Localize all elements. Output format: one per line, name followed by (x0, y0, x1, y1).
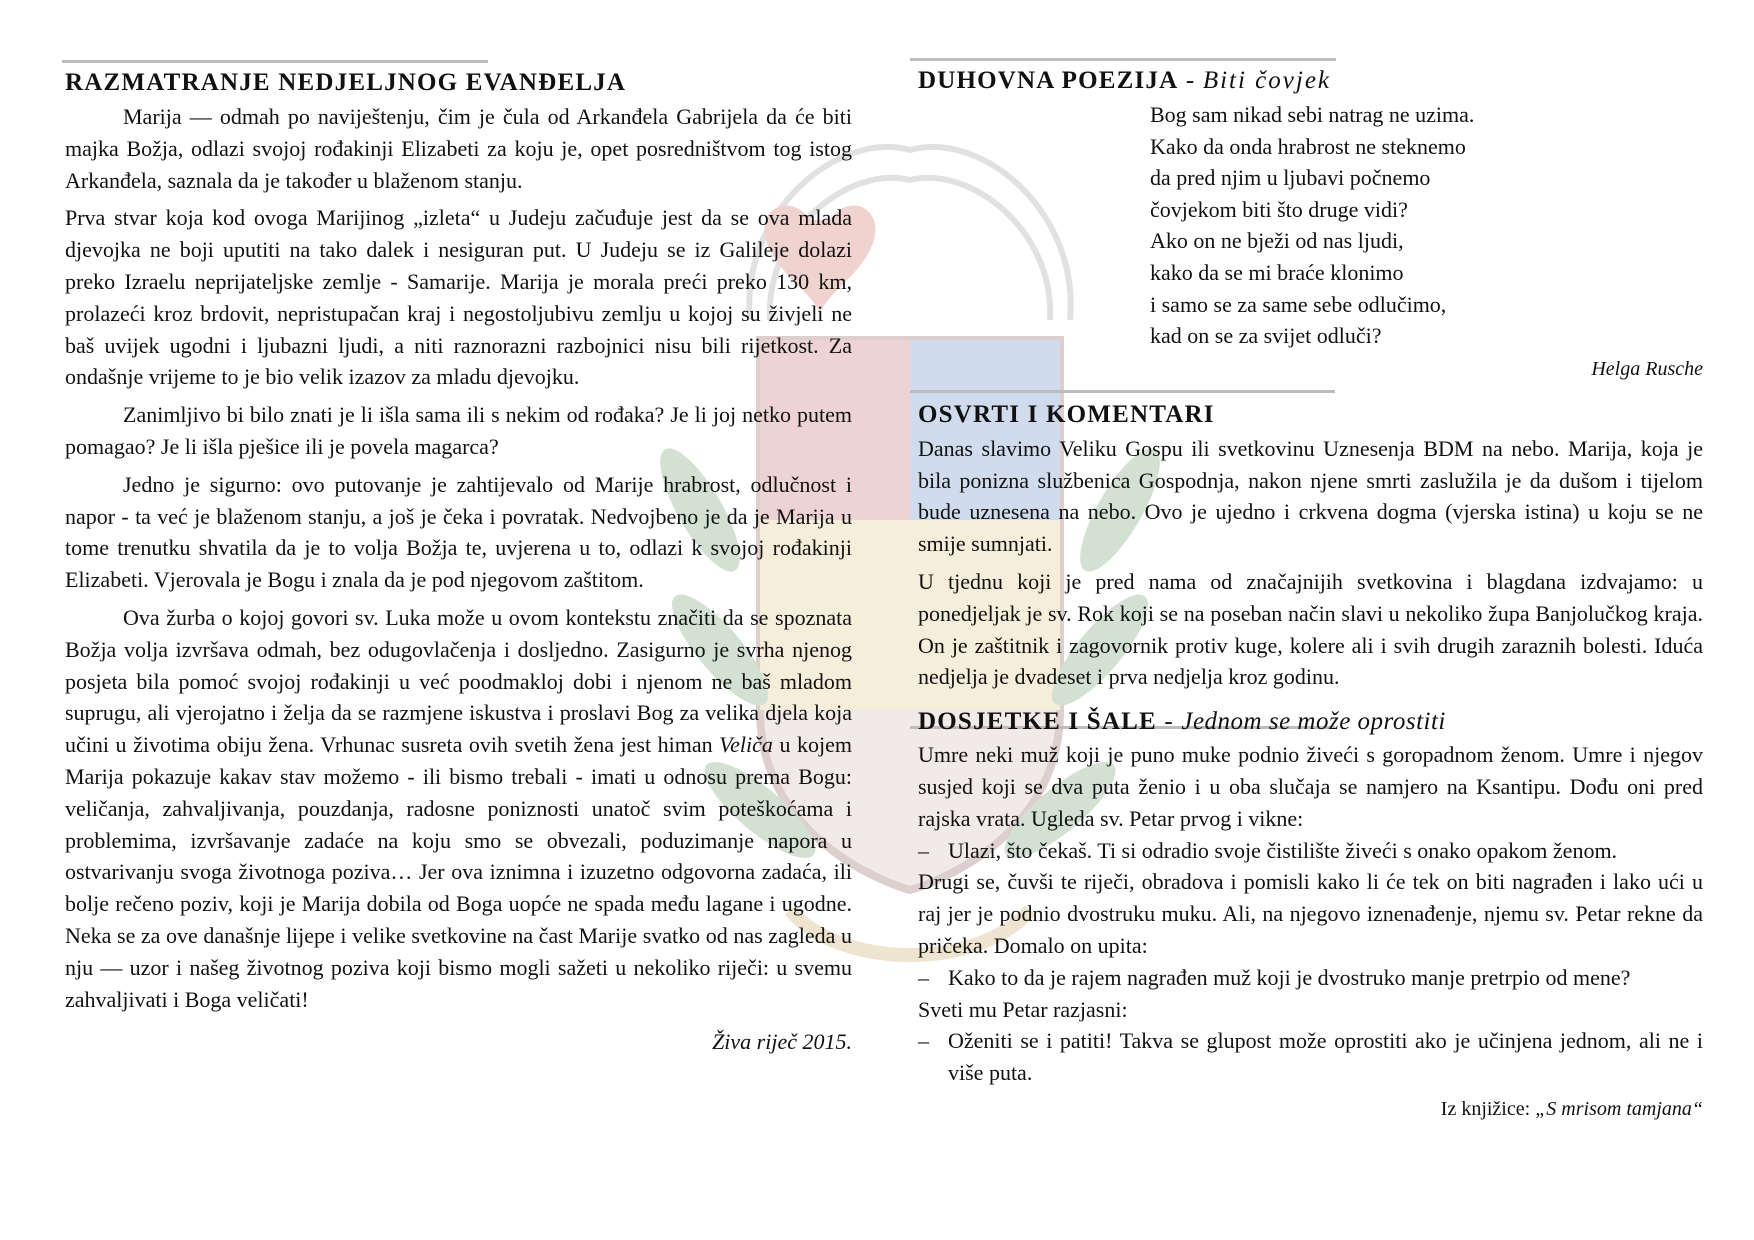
gospel-reflection-heading: RAZMATRANJE NEDJELJNOG EVANĐELJA (65, 69, 627, 96)
poem-line: da pred njim u ljubavi počnemo (1150, 165, 1431, 191)
booklet-source (918, 1095, 1703, 1123)
poem-line: Bog sam nikad sebi natrag ne uzima. (1150, 102, 1475, 127)
dialogue-text: Ulazi, što čekaš. Ti si odradio svoje čistilište živeći s onako opakom ženom. (948, 837, 1618, 863)
text-run: Ova žurba o kojoj govori sv. Luka može u ovom kontekstu značiti da se spoznata Božja volja izvršava odmah, bez odugovlačenja i dosljedno. Zasigurno je svrha njenog posjeta bila pomoć svojoj rođakinji u već poodmakloj dobi i njenom ne baš mladom suprugu, ali vjerojatno i želja da se razmjene iskustva i proslavi Bog za velika djela koja učini u životima obiju žena. Vrhunac susreta ovih svetih žena jest himan (65, 604, 852, 758)
hymn-title: Veliča (719, 732, 773, 758)
paragraph: Marija — odmah po naviještenju, čim je čula od Arkanđela Gabrijela da će biti majka Božja, odlazi svojoj rođakinji Elizabeti za koju je, opet posredništvom tog istog Arkanđela, saznala da je također u blaženom stanju. (65, 104, 852, 193)
poem-title: Biti čovjek (1202, 67, 1332, 94)
heading-separator: - (1178, 67, 1203, 94)
dialogue-text: Oženiti se i patiti! Takva se glupost može oprostiti ako je učinjena jednom, ali ne i više puta. (948, 1028, 1703, 1086)
paragraph: Zanimljivo bi bilo znati je li išla sama ili s nekim od rođaka? Je li joj netko putem pomagao? Je li išla pješice ili je povela magarca? (65, 402, 852, 459)
poem-line: kad on se za svijet odluči? (1150, 323, 1382, 349)
jokes-heading-title: DOSJETKE I ŠALE (918, 708, 1157, 736)
paragraph: Umre neki muž koji je puno muke podnio živeći s goropadnom ženom. Umre i njegov susjed koji se dva puta ženio i u oba slučaja se namjero na Ksantipu. Dođu oni pred rajska vrata. Ugleda sv. Petar prvog i vikne: (918, 742, 1703, 831)
poem (1150, 99, 1703, 352)
comments-heading: OSVRTI I KOMENTARI (918, 400, 1215, 428)
source-prefix: Iz knjižice: (1440, 1097, 1536, 1120)
right-column (918, 60, 1703, 1123)
paragraph: Jedno je sigurno: ovo putovanje je zahtijevalo od Marije hrabrost, odlučnost i napor - ta već je blaženom stanju, a još je čeka i povratak. Nedvojbeno je da je Marija u tome trenutku shvatila da je to volja Božja te, uvjerena u to, odlazi k svojoj rođakinji Elizabeti. Vjerovala je Bogu i znala da je pod njegovom zaštitom. (65, 471, 852, 593)
dialogue-line (918, 835, 1703, 867)
dialogue-line (918, 1025, 1703, 1089)
poem-line: i samo se za same sebe odlučimo, (1150, 291, 1447, 317)
dash-mark: – (918, 837, 929, 863)
poetry-heading (918, 64, 1703, 98)
paragraph: Prva stvar koja kod ovoga Marijinog „izleta“ u Judeju začuđuje jest da se ova mlada djevojka ne boji uputiti na tako dalek i nesiguran put. U Judeju se iz Galileje dolazi preko Izraelu neprijateljske zemlje - Samarije. Marija je morala preći preko 130 km, prolazeći kroz brdovit, nepristupačan kraj i negostoljubivu zemlju u kojoj su živjeli ne baš uvijek ugodni i ljubazni ljudi, a niti raznorazni razbojnici nisu bili rijetkost. Za ondašnje vrijeme to je bio velik izazov za mladu djevojku. (65, 205, 852, 390)
source-signature: Živa riječ 2015. (712, 1029, 852, 1055)
poem-line: kako da se mi braće klonimo (1150, 259, 1404, 285)
poetry-heading-title: DUHOVNA POEZIJA (918, 67, 1179, 94)
poem-line: Kako da onda hrabrost ne steknemo (1150, 133, 1466, 159)
jokes-heading (918, 705, 1703, 739)
poem-author: Helga Rusche (1591, 357, 1703, 380)
poem-line: Ako on ne bježi od nas ljudi, (1150, 228, 1404, 254)
gospel-reflection-section (65, 60, 852, 1057)
paragraph: Sveti mu Petar razjasni: (918, 996, 1128, 1022)
joke-title: Jednom se može oprostiti (1181, 708, 1446, 736)
dialogue-line (918, 962, 1703, 994)
paragraph (65, 602, 852, 1015)
poem-line: čovjekom biti što druge vidi? (1150, 196, 1408, 222)
dash-mark: – (918, 964, 929, 990)
text-run: u kojem Marija pokazuje kakav stav možemo - ili bismo trebali - imati u odnosu prema Bogu: veličanja, zahvaljivanja, pouzdanja, radosne poniznosti unatoč svim poteškoćama i problemima, izvršavanje zadaće na koju smo se obvezali, poduzimanje napora u ostvarivanju svoga životnoga poziva… Jer ova iznimna i izuzetno odgovorna zadaća, ili bolje rečeno poziv, koji je Marija dobila od Boga uopće ne spada među lagane i ugodne. Neka se za ove današnje lijepe i velike svetkovine na čast Marije svatko od nas zagleda u nju — uzor i našeg životnog poziva koji bismo mogli sažeti u nekoliko riječi: u svemu zahvaljivati i Boga veličati! (65, 732, 852, 1012)
dialogue-text: Kako to da je rajem nagrađen muž koji je dvostruko manje pretrpio od mene? (948, 964, 1631, 990)
booklet-title: „S mrisom tamjana“ (1535, 1097, 1703, 1120)
paragraph: U tjednu koji je pred nama od značajnijih svetkovina i blagdana izdvajamo: u ponedjeljak je sv. Rok koji se na poseban način slavi u nekoliko župa Banjolučkog kraja. On je zaštitnik i zagovornik protiv kuge, kolere ali i svih drugih zaraznih bolesti. Iduća nedjelja je dvadeset i prva nedjelja kroz godinu. (918, 568, 1703, 690)
paragraph: Danas slavimo Veliku Gospu ili svetkovinu Uznesenja BDM na nebo. Marija, koja je bila ponizna službenica Gospodnja, nakon njene smrti zaslužila je da dušom i tijelom bude uznesena na nebo. Ovo je ujedno i crkvena dogma (vjerska istina) u koju se ne smije sumnjati. (918, 435, 1703, 557)
dash-mark: – (918, 1028, 929, 1054)
heading-separator: - (1156, 708, 1182, 736)
paragraph: Drugi se, čuvši te riječi, obradova i pomisli kako li će tek on biti nagrađen i lako ući u raj jer je podnio dvostruku muku. Ali, na njegovo iznenađenje, njemu sv. Petar rekne da pričeka. Domalo on upita: (918, 869, 1703, 958)
